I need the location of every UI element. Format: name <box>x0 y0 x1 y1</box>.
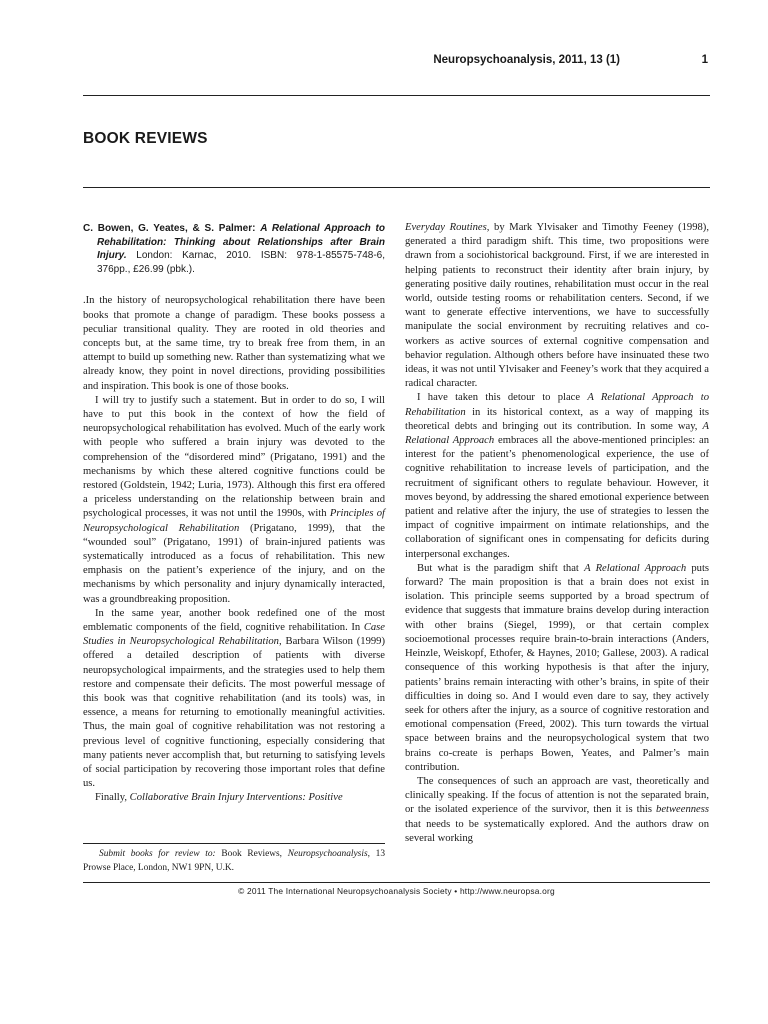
citation-authors: C. Bowen, G. Yeates, & S. Palmer: <box>83 223 256 234</box>
footnote: Submit books for review to: Book Reviews, Neuropsychoanalysis, 13 Prowse Place, London, NW1 9PN, U.K. <box>83 849 386 873</box>
journal-citation: Neuropsychoanalysis, 2011, 13 (1) <box>433 54 620 66</box>
paragraph: .In the history of neuropsychological rehabilitation there have been books that promote a change of paradigm. These books possess a peculiar transitional quality. They are rooted in old theories and concepts but, at the same time, try to break free from them, in an attempt to build up something new. Rather than systematizing what we already know, they point in novel directions, providing possibilities and inspiration. This book is one of those books. <box>83 295 385 392</box>
book-citation <box>83 222 385 276</box>
footnote-lead: Submit books for review to: <box>99 849 216 859</box>
footnote-rule <box>83 843 385 844</box>
paragraph: In the same year, another book redefined one of the most emblematic components of the field, cognitive rehabilitation. In Case Studies in Neuropsychological Rehabilitation, Barbara Wilson (1999) offered a detailed description of patients with diverse neuropsychological impairments, and the strategies used to help them restore and compensate their deficits. The most powerful message of this book was that cognitive rehabilitation (and its tools) was, in essence, a means for returning to emotionally meaningful activities. Thus, the main goal of cognitive rehabilitation was not restoring a previous level of cognitive functioning, especially considering that many patients never accomplish that, but returning to satisfying levels of social participation by recovering those important roles that define us. <box>83 607 385 790</box>
citation-title: A Relational Approach to Rehabilitation: Thinking about Relationships after Brain Injury. <box>97 223 385 262</box>
paragraph: Everyday Routines, by Mark Ylvisaker and Timothy Feeney (1998), generated a third paradigm shift. This time, two propositions were drawn from a sociohistorical background. First, if we are interested in helping patients to reconstruct their identity after brain injury, by generating positive daily routines, rehabilitation must occur in the real world, outside testing rooms or rehabilitation centers. Second, if we want to generate effective interventions, we have to successfully manipulate the social environment by recruiting relatives and co-workers as active sources of external cognitive compensation and behavior regulation. Although others before have insinuated these two ideas, it was not until Ylvisaker and Feeney’s work that they acquired a radical character. <box>405 222 709 390</box>
page-number: 1 <box>701 54 708 66</box>
left-column <box>83 222 385 806</box>
footer-rule <box>83 882 710 883</box>
paragraph: The consequences of such an approach are vast, theoretically and clinically speaking. If the focus of attention is not the separated brain, or the isolated experience of the survivor, then it is this betweenness that needs to be systematically explored. And the authors draw on several working <box>405 775 709 844</box>
running-header <box>83 50 710 72</box>
paragraph: Finally, Collaborative Brain Injury Interventions: Positive <box>95 792 343 804</box>
paragraph: But what is the paradigm shift that A Relational Approach puts forward? The main proposition is that a brain does not exist in isolation. This principle seems supported by a broad spectrum of evidence that suggests that immature brains develop during interaction with other brains (Siegel, 1999), or that certain complex socioemotional processes require brain-to-brain interactions (Anders, Heinzle, Weiskopf, Ethofer, & Haynes, 2010; Gallese, 2003). A radical consequence of this working hypothesis is that after the injury, patients’ brains remain interacting with other’s brains, in spite of their difficulties in doing so. And I would even dare to say, they actively seek for others after the injury, as a source of cognitive restoration and emotional compensation (Freed, 2002). This turn towards the virtual space between brains and the neuropsychological system that two brains co-create is perhaps Bowen, Yeates, and Palmer’s main contribution. <box>405 562 710 773</box>
section-rule <box>83 187 710 188</box>
header-rule <box>83 95 710 96</box>
right-column <box>405 221 709 846</box>
copyright-footer: © 2011 The International Neuropsychoanalysis Society • http://www.neuropsa.org <box>238 886 555 896</box>
paragraph: I will try to justify such a statement. But in order to do so, I will have to put this book in the context of how the field of neuropsychological rehabilitation has evolved. Much of the early work with people who suffered a brain injury was devoted to the comprehension of the “disordered mind” (Prigatano, 1991) and the mechanisms by which these altered cognitive functions could be restored (Goldstein, 1942; Luria, 1973). Although this first era offered a priceless understanding on the relationship between brain and psychological processes, it was not until the 1990s, with Principles of Neuropsychological Rehabilitation (Prigatano, 1999), that the “wounded soul” (Prigatano, 1991) of brain-injured patients was systematically introduced as a focus of rehabilitation. This new emphasis on the patient’s experience of the injury, and on the mechanisms by which personality and injury dynamically interacted, was a groundbreaking proposition. <box>83 394 385 605</box>
section-title: BOOK REVIEWS <box>83 130 208 147</box>
citation-publication: London: Karnac, 2010. ISBN: 978-1-85575-748-6, 376pp., £26.99 (pbk.). <box>97 250 386 275</box>
paragraph: I have taken this detour to place A Relational Approach to Rehabilitation in its historical context, as a way of mapping its theoretical debts and bringing out its contribution. In some way, A Relational Approach embraces all the above-mentioned principles: an interest for the patient’s phenomenological experience, the use of cognitive rehabilitation to increase levels of participation, and the recruitment of significant others to regulate behaviour. However, it moves beyond, by addressing the shared emotional experience between patient and relative after the injury, the use of strategies to lessen the impact of cognitive impairment on intimate relationships, and the collaboration of significant ones in compensating for deficits during interpersonal exchanges. <box>405 392 709 560</box>
